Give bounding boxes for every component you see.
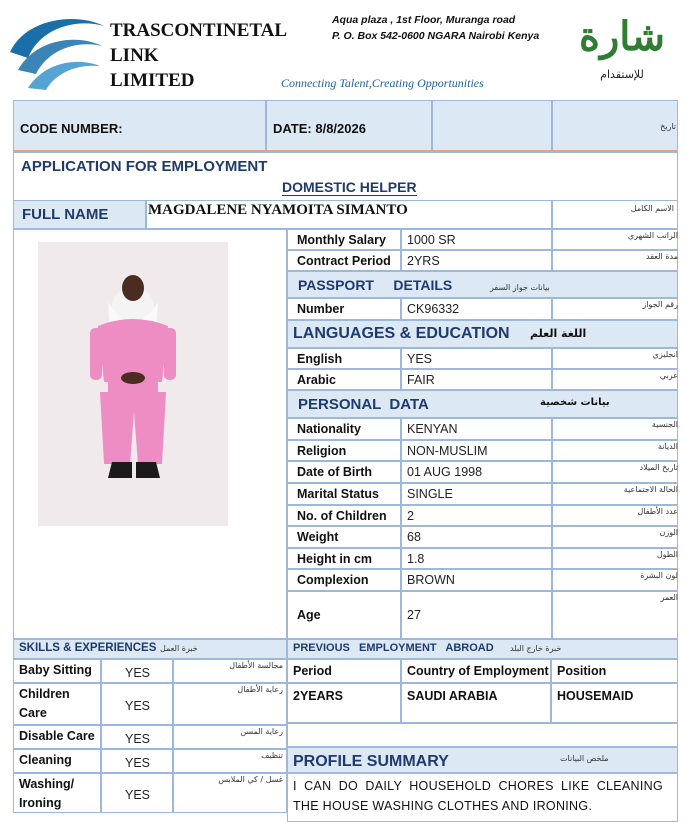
children-count-ar: عدد الأطفال (637, 507, 678, 516)
language-arabic-value: FAIR (407, 372, 435, 387)
nationality-value: KENYAN (407, 422, 458, 436)
weight-ar: الوزن (659, 528, 678, 537)
weight-value: 68 (407, 530, 421, 544)
company-name-line: TRASCONTINETAL (110, 20, 288, 41)
company-logo (6, 8, 106, 94)
skill-value: YES (125, 788, 151, 802)
complexion-ar: لون البشرة (640, 571, 678, 580)
skills-section-ar: خبرة العمل (160, 644, 198, 653)
company-address-line1: Aqua plaza , 1st Floor, Muranga road (332, 14, 516, 26)
contract-period-value: 2YRS (407, 253, 440, 268)
previous-employment-title: PREVIOUS EMPLOYMENT ABROAD (293, 642, 494, 654)
company-name-line: LIMITED (110, 70, 195, 91)
row-value-cell (401, 591, 552, 639)
language-arabic-ar: عربي (659, 371, 678, 380)
language-english-label: English (297, 351, 343, 366)
date-label-ar: تاريخ (660, 122, 676, 131)
skill-ar: غسل / كي الملابس (218, 775, 283, 784)
age-value: 27 (407, 608, 421, 622)
language-english-value: YES (407, 351, 433, 366)
monthly-salary-ar: الراتب الشهري (627, 231, 678, 240)
height-ar: الطول (656, 550, 678, 559)
code-number-label: CODE NUMBER: (20, 121, 123, 136)
language-english-ar: انجليزي (652, 350, 678, 359)
skill-value: YES (125, 699, 151, 713)
passport-section-title: PASSPORT DETAILS (298, 277, 453, 293)
date-of-birth-ar: تاريخ الميلاد (639, 463, 678, 472)
passport-number-label: Number (297, 302, 345, 316)
languages-section-ar: اللغة العلم (530, 327, 587, 340)
skill-ar: مجالسة الأطفال (229, 661, 283, 670)
profile-summary-title: PROFILE SUMMARY (293, 753, 449, 770)
prev-header-period: Period (293, 664, 332, 678)
height-label: Height in cm (297, 551, 373, 566)
profile-summary-ar: ملخص البيانات (560, 754, 609, 763)
children-count-label: No. of Children (297, 508, 387, 523)
skill-ar: رعاية الأطفال (237, 685, 283, 694)
skill-label: Disable Care (19, 729, 95, 743)
skill-label: Baby Sitting (19, 663, 92, 677)
weight-label: Weight (297, 530, 339, 544)
age-ar: العمر (660, 593, 678, 602)
skill-label: Children Care (19, 687, 70, 720)
full-name-ar: الاسم الكامل (630, 204, 674, 213)
age-label: Age (297, 608, 321, 622)
height-value: 1.8 (407, 551, 425, 566)
contract-period-ar: مدة العقد (646, 252, 678, 261)
personal-section-title: PERSONAL DATA (298, 396, 429, 413)
company-tagline: Connecting Talent,Creating Opportunities (281, 76, 484, 90)
position-title: DOMESTIC HELPER (282, 179, 417, 195)
applicant-photo (38, 242, 228, 526)
skills-section-title: SKILLS & EXPERIENCES (19, 642, 157, 654)
language-arabic-label: Arabic (297, 372, 336, 387)
personal-section-ar: بيانات شخصية (540, 397, 610, 408)
monthly-salary-label: Monthly Salary (297, 232, 386, 247)
skill-value: YES (125, 732, 151, 746)
marital-status-ar: الحالة الاجتماعية (623, 485, 678, 494)
monthly-salary-value: 1000 SR (407, 232, 456, 247)
passport-number-value: CK96332 (407, 302, 460, 316)
arabic-logo-sub: للإستقدام (600, 68, 644, 81)
skill-label: Washing/ Ironing (19, 777, 75, 810)
religion-ar: الديانة (657, 442, 678, 451)
nationality-label: Nationality (297, 422, 361, 436)
row-value-cell (401, 505, 552, 526)
prev-header-country: Country of Employment (407, 664, 549, 678)
contract-period-label: Contract Period (297, 253, 391, 268)
passport-number-ar: رقم الجواز (642, 300, 678, 309)
skill-label: Cleaning (19, 753, 72, 767)
skill-ar: رعاية المسن (240, 727, 283, 736)
date-of-birth-value: 01 AUG 1998 (407, 465, 483, 479)
full-name-label: FULL NAME (22, 206, 109, 223)
prev-country-value: SAUDI ARABIA (407, 689, 498, 703)
skill-value: YES (125, 756, 151, 770)
application-title: APPLICATION FOR EMPLOYMENT (21, 158, 268, 175)
passport-section-ar: بيانات جواز السفر (490, 283, 550, 292)
skill-value: YES (125, 666, 151, 680)
full-name-value: MAGDALENE NYAMOITA SIMANTO (148, 202, 408, 218)
languages-section-title: LANGUAGES & EDUCATION (293, 325, 510, 342)
complexion-value: BROWN (407, 573, 455, 587)
arabic-logo (562, 6, 682, 98)
prev-period-value: 2YEARS (293, 689, 344, 703)
prev-position-value: HOUSEMAID (557, 689, 634, 703)
row-value-cell (401, 526, 552, 548)
date-label: DATE: 8/8/2026 (273, 121, 366, 136)
children-count-value: 2 (407, 508, 414, 523)
religion-label: Religion (297, 443, 347, 458)
marital-status-value: SINGLE (407, 487, 453, 501)
complexion-label: Complexion (297, 573, 369, 587)
marital-status-label: Marital Status (297, 487, 379, 501)
religion-value: NON-MUSLIM (407, 443, 488, 458)
skill-ar: تنظيف (261, 751, 283, 760)
date-of-birth-label: Date of Birth (297, 465, 372, 479)
company-name-line: LINK (110, 45, 159, 66)
previous-employment-ar: خبرة خارج البلد (510, 644, 562, 653)
nationality-ar: الجنسية (651, 420, 678, 429)
profile-summary-text: I CAN DO DAILY HOUSEHOLD CHORES LIKE CLEANING THE HOUSE WASHING CLOTHES AND IRONING. (293, 779, 663, 813)
prev-header-position: Position (557, 664, 607, 678)
company-address-line2: P. O. Box 542-0600 NGARA Nairobi Kenya (332, 30, 540, 42)
arabic-logo-text: شارة (579, 13, 665, 60)
